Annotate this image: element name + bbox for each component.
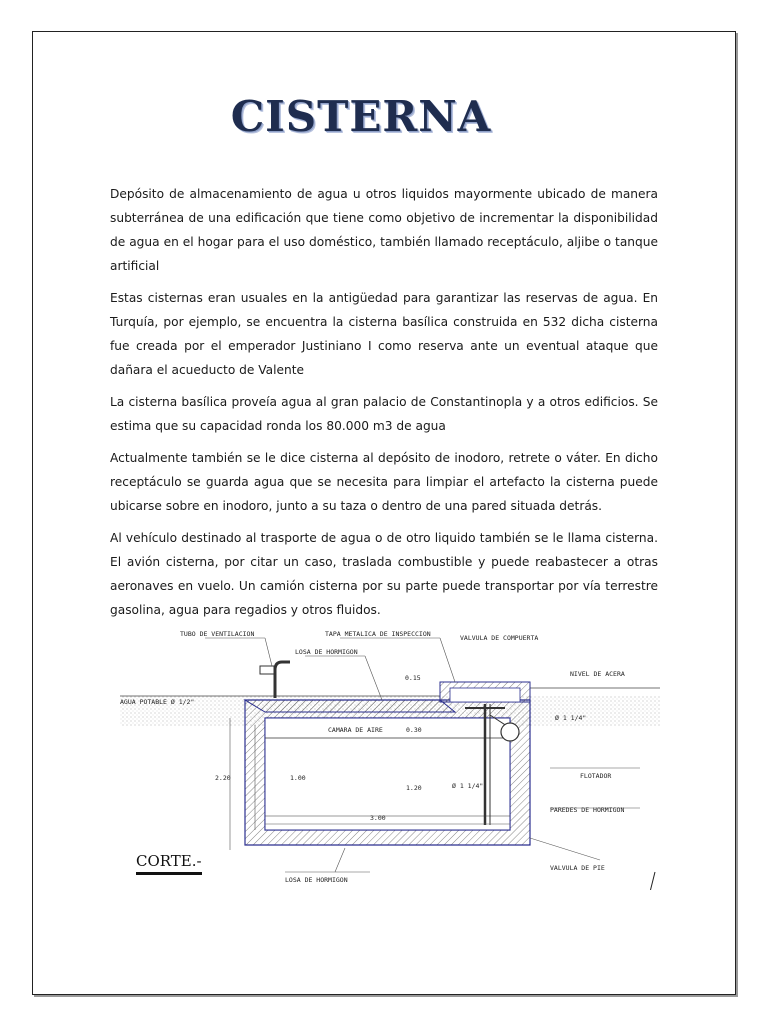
paragraph-5: Al vehículo destinado al trasporte de agua o de otro liquido también se le llama cisterna. El avión cisterna, por citar un caso, traslada combustible y puede reabastecer a otras aeronaves en vuelo. Un camión cisterna por su parte puede transportar por vía terrestre gasolina, agua para regadios y otros fluidos.	[110, 531, 658, 617]
label-dim-300: 3.00	[370, 814, 386, 822]
label-dim-030: 0.30	[406, 726, 422, 734]
label-dim-015: 0.15	[405, 674, 421, 682]
label-dim-tubo-right: Ø 1 1/4"	[555, 714, 587, 722]
label-losa-inferior: LOSA DE HORMIGON	[285, 876, 348, 884]
label-nivel-acera: NIVEL DE ACERA	[570, 670, 625, 678]
paragraph-1: Depósito de almacenamiento de agua u otros liquidos mayormente ubicado de manera subterránea de una edificación que tiene como objetivo de incrementar la disponibilidad de agua en el hogar para el uso doméstico, también llamado receptáculo, aljibe o tanque artificial	[110, 187, 658, 273]
document-title: CISTERNA	[230, 92, 492, 141]
paragraph-4: Actualmente también se le dice cisterna al depósito de inodoro, retrete o váter. En dicho receptáculo se guarda agua que se necesita para limpiar el artefacto la cisterna puede ubicarse sobre en inodoro, junto a su taza o dentro de una pared situada detrás.	[110, 451, 658, 513]
label-dim-120: 1.20	[406, 784, 422, 792]
label-flotador: FLOTADOR	[580, 772, 612, 780]
cistern-section-diagram	[110, 620, 670, 890]
label-dim-tubo: Ø 1 1/4"	[452, 782, 484, 790]
paragraph-2: Estas cisternas eran usuales en la antigüedad para garantizar las reservas de agua. En Turquía, por ejemplo, se encuentra la cisterna basílica construida en 532 dicha cisterna fue creada por el emperador Justiniano I como reserva ante un eventual ataque que dañara el acueducto de Valente	[110, 291, 658, 377]
label-dim-100: 1.00	[290, 774, 306, 782]
label-losa-superior: LOSA DE HORMIGON	[295, 648, 358, 656]
document-body	[110, 182, 658, 630]
label-tubo-ventilacion: TUBO DE VENTILACION	[180, 630, 255, 638]
label-dim-220: 2.20	[215, 774, 231, 782]
label-valvula-pie: VALVULA DE PIE	[550, 864, 605, 872]
label-agua-potable: AGUA POTABLE Ø 1/2"	[120, 698, 195, 706]
paragraph-3: La cisterna basílica proveía agua al gran palacio de Constantinopla y a otros edificios. Se estima que su capacidad ronda los 80.000 m3 de agua	[110, 395, 658, 433]
section-label: CORTE.-	[136, 852, 202, 875]
label-tapa-metalica: TAPA METALICA DE INSPECCION	[325, 630, 431, 638]
label-paredes: PAREDES DE HORMIGON	[550, 806, 625, 814]
label-valvula-compuerta: VALVULA DE COMPUERTA	[460, 634, 539, 642]
float-icon	[501, 723, 519, 741]
label-camara-aire: CAMARA DE AIRE	[328, 726, 383, 734]
